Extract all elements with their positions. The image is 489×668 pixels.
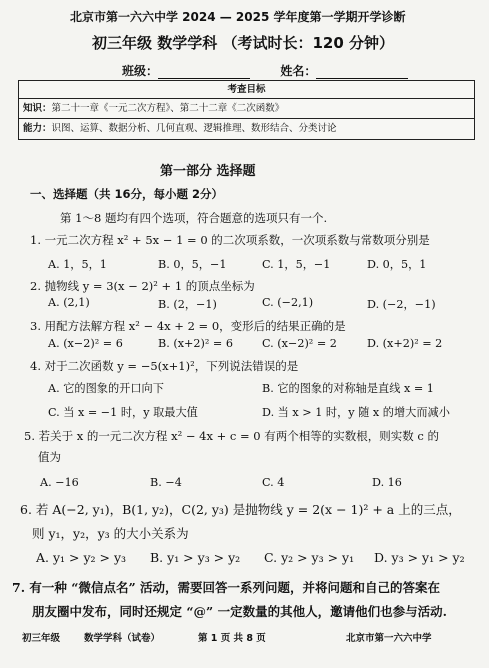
q2-option-b[interactable]: B. (2，−1) — [158, 298, 217, 311]
q1-option-b[interactable]: B. 0，5，−1 — [158, 258, 227, 271]
q3-option-b[interactable]: B. (x+2)² = 6 — [158, 337, 233, 350]
question-5-stem-cont: 值为 — [38, 450, 61, 464]
section-title: 第一部分 选择题 — [160, 164, 256, 179]
question-2-stem: 2. 抛物线 y = 3(x − 2)² + 1 的顶点坐标为 — [30, 279, 255, 293]
objectives-knowledge — [19, 99, 474, 119]
name-blank[interactable] — [316, 78, 408, 79]
q6-option-a[interactable]: A. y₁ > y₂ > y₃ — [36, 550, 127, 565]
exam-title: 北京市第一六六中学 2024 — 2025 学年度第一学期开学诊断 — [70, 10, 406, 24]
footer-page: 第 1 页 共 8 页 — [198, 633, 266, 644]
footer-school: 北京市第一六六中学 — [346, 633, 432, 644]
q5-option-d[interactable]: D. 16 — [372, 476, 402, 489]
q1-option-a[interactable]: A. 1，5，1 — [48, 258, 107, 271]
class-label: 班级： — [122, 64, 159, 78]
ability-label: 能力： — [23, 123, 52, 134]
question-7-stem: 7. 有一种 “微信点名” 活动，需要回答一系列问题，并将问题和自己的答案在 — [12, 580, 440, 595]
q4-option-c[interactable]: C. 当 x = −1 时，y 取最大值 — [48, 406, 198, 419]
q4-option-d[interactable]: D. 当 x > 1 时，y 随 x 的增大而减小 — [262, 406, 450, 419]
q6-option-d[interactable]: D. y₃ > y₁ > y₂ — [374, 550, 465, 565]
instruction: 第 1～8 题均有四个选项，符合题意的选项只有一个. — [60, 211, 328, 225]
ability-text: 识图、运算、数据分析、几何直观、逻辑推理、数形结合、分类讨论 — [51, 123, 337, 134]
q5-option-b[interactable]: B. −4 — [150, 476, 182, 489]
question-6-stem: 6. 若 A(−2, y₁)，B(1, y₂)，C(2, y₃) 是抛物线 y = 2(x − 1)² + a 上的三点， — [20, 502, 461, 517]
knowledge-label: 知识： — [23, 103, 52, 114]
question-7-stem-cont: 朋友圈中发布，同时还规定 “@” 一定数量的其他人，邀请他们也参与活动. — [32, 604, 447, 619]
question-3-stem: 3. 用配方法解方程 x² − 4x + 2 = 0，变形后的结果正确的是 — [30, 319, 346, 333]
q3-option-c[interactable]: C. (x−2)² = 2 — [262, 337, 337, 350]
q5-option-c[interactable]: C. 4 — [262, 476, 285, 489]
q5-option-a[interactable]: A. −16 — [40, 476, 79, 489]
q1-option-c[interactable]: C. 1，5，−1 — [262, 258, 331, 271]
footer-subject: 数学学科（试卷） — [84, 633, 161, 644]
subject-line: 初三年级 数学学科 （考试时长：120 分钟） — [92, 34, 394, 52]
footer-grade: 初三年级 — [22, 633, 61, 644]
q2-option-c[interactable]: C. (−2,1) — [262, 296, 314, 309]
question-6-stem-cont: 则 y₁，y₂，y₃ 的大小关系为 — [32, 526, 189, 541]
objectives-ability — [19, 119, 474, 138]
question-4-stem: 4. 对于二次函数 y = −5(x+1)²，下列说法错误的是 — [30, 359, 299, 373]
objectives-title: 考查目标 — [19, 81, 474, 99]
q2-option-d[interactable]: D. (−2，−1) — [367, 298, 436, 311]
q3-option-a[interactable]: A. (x−2)² = 6 — [48, 337, 123, 350]
class-name-line — [122, 62, 408, 79]
q2-option-a[interactable]: A. (2,1) — [48, 296, 90, 309]
name-label: 姓名： — [280, 64, 317, 78]
part-heading: 一、选择题（共 16分，每小题 2分） — [30, 187, 224, 201]
class-blank[interactable] — [158, 78, 250, 79]
q3-option-d[interactable]: D. (x+2)² = 2 — [367, 337, 443, 350]
q6-option-b[interactable]: B. y₁ > y₃ > y₂ — [150, 550, 241, 565]
q4-option-b[interactable]: B. 它的图象的对称轴是直线 x = 1 — [262, 382, 434, 395]
knowledge-text: 第二十一章《一元二次方程》、第二十二章《二次函数》 — [51, 103, 285, 114]
q4-option-a[interactable]: A. 它的图象的开口向下 — [48, 382, 164, 395]
objectives-box — [18, 80, 475, 140]
q6-option-c[interactable]: C. y₂ > y₃ > y₁ — [264, 550, 355, 565]
q1-option-d[interactable]: D. 0，5，1 — [367, 258, 427, 271]
question-1-stem: 1. 一元二次方程 x² + 5x − 1 = 0 的二次项系数，一次项系数与常数项分别是 — [30, 233, 430, 247]
question-5-stem: 5. 若关于 x 的一元二次方程 x² − 4x + c = 0 有两个相等的实数根，则实数 c 的 — [24, 429, 439, 443]
